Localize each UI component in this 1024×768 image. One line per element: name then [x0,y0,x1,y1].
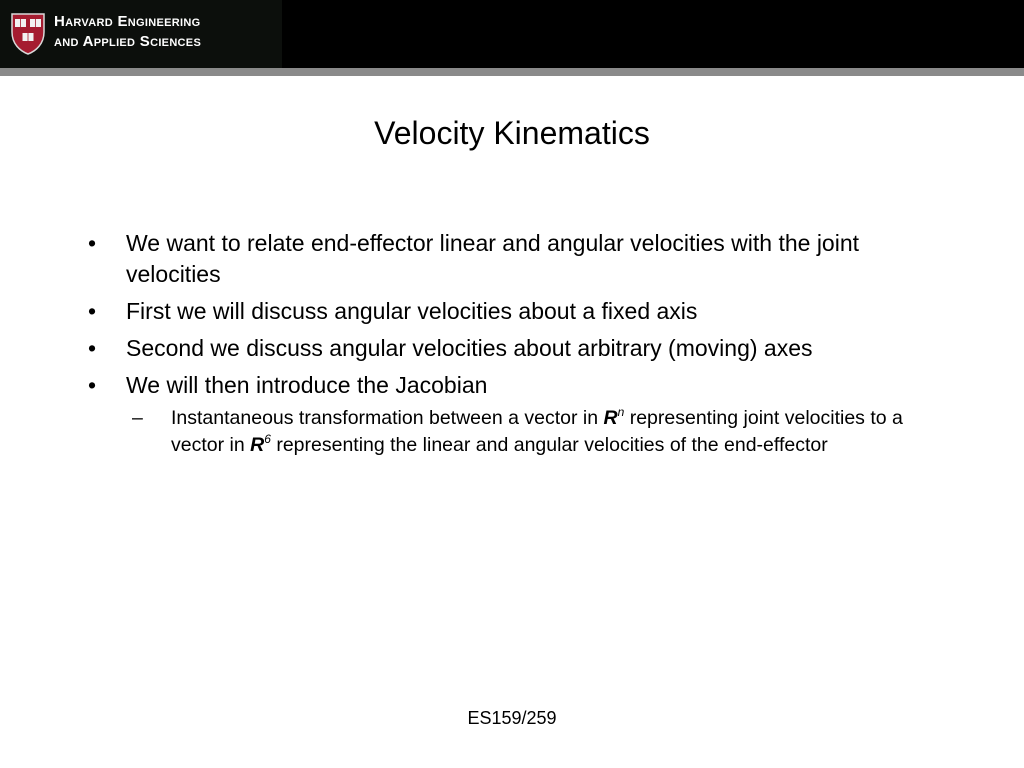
header-divider [0,68,1024,76]
superscript-n: n [617,405,625,419]
math-symbol-r: R [250,434,265,456]
org-name-line2: and Applied Sciences [54,33,202,50]
bullet-text: First we will discuss angular velocities about a fixed axis [126,298,698,324]
slide-title: Velocity Kinematics [374,115,650,151]
sub-bullet-marker: – [132,407,143,429]
harvard-seas-logo [0,0,282,68]
superscript-6: 6 [264,432,271,446]
org-name [54,12,201,52]
bullet-text: We want to relate end-effector linear and angular velocities with the joint velocities [126,230,860,287]
header-bar [0,0,1024,68]
bullet-text: We will then introduce the Jacobian [126,372,488,398]
bullet-item [88,333,928,364]
bullet-text: Second we discuss angular velocities about arbitrary (moving) axes [126,335,813,361]
bullet-marker: • [88,372,97,398]
bullet-list [88,228,928,459]
sub-bullet-text-part3: representing the linear and angular velocities of the end-effector [270,434,828,456]
math-symbol-r: R [603,407,618,429]
bullet-item [88,228,928,290]
harvard-shield-icon [10,12,46,56]
sub-bullet-item [126,405,928,459]
sub-bullet-text-part2: representing joint velocities to a vector in [171,407,903,456]
footer-course-label: ES159/259 [467,708,557,728]
bullet-marker: • [88,335,97,361]
bullet-item [88,296,928,327]
bullet-marker: • [88,230,97,256]
org-name-line1: Harvard Engineering [54,13,201,30]
bullet-item [88,370,928,401]
sub-bullet-text-part1: Instantaneous transformation between a vector in [171,407,604,429]
bullet-marker: • [88,298,97,324]
